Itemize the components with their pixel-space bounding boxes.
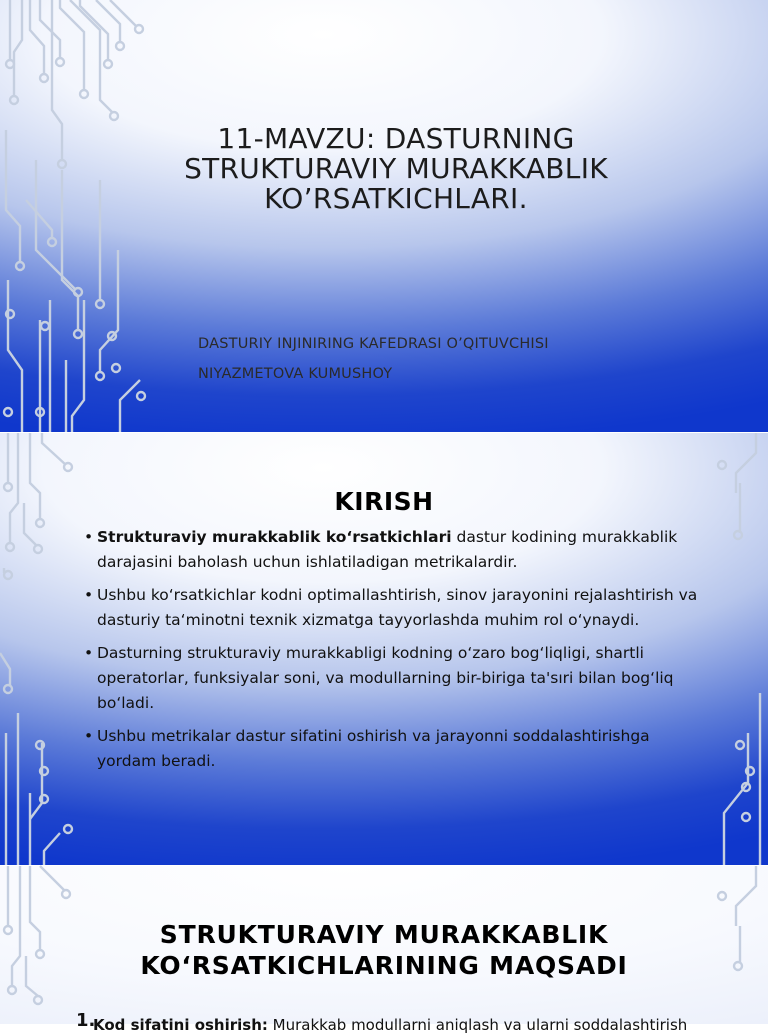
bullet-text: Dasturning strukturaviy murakkabligi kodning o‘zaro bog‘liqligi, shartli operatorlar, funksiyalar soni, va modullarning bir-biriga ta'sıri bilan bog‘liq bo‘ladi.: [97, 644, 674, 712]
list-item: [84, 641, 704, 716]
list-item: [93, 1016, 693, 1034]
title-slide: [0, 0, 768, 432]
title-line: 11-MAVZU: DASTURNING: [217, 122, 575, 155]
list-number: 1.: [76, 1010, 96, 1031]
bullet-text: dastur kodining murakkablik darajasini baholash uchun ishlatiladigan metrikalardir.: [97, 528, 678, 571]
bullet-bold-text: Strukturaviy murakkablik ko‘rsatkichlari: [97, 528, 452, 546]
title-line: KO‘RSATKICHLARINING MAQSADI: [140, 951, 628, 980]
title-line: KO’RSATKICHLARI.: [264, 182, 528, 215]
item-bold-text: Kod sifatini oshirish:: [93, 1016, 268, 1034]
slide-title: [60, 919, 708, 981]
subtitle-department: DASTURIY INJINIRING KAFEDRASI O’QITUVCHISI: [198, 336, 549, 352]
intro-slide: [0, 433, 768, 865]
title-line: STRUKTURAVIY MURAKKABLIK: [184, 152, 608, 185]
subtitle-author: NIYAZMETOVA KUMUSHOY: [198, 366, 393, 382]
presentation-title: [150, 124, 642, 214]
bullet-text: Ushbu ko‘rsatkichlar kodni optimallashtirish, sinov jarayonini rejalashtirish va dasturiy ta‘minotni texnik xizmatga tayyorlashda muhim rol o‘ynaydi.: [97, 586, 698, 629]
list-item: [84, 724, 704, 774]
list-item: [84, 583, 704, 633]
title-line: STRUKTURAVIY MURAKKABLIK: [159, 920, 609, 949]
list-item: [84, 525, 704, 575]
item-text: Murakkab modullarni aniqlash va ularni soddalashtirish: [267, 1016, 688, 1034]
purpose-slide: [0, 866, 768, 1034]
bullet-text: Ushbu metrikalar dastur sifatini oshirish va jarayonni soddalashtirishga yordam beradi.: [97, 727, 650, 770]
slide-title: KIRISH: [334, 487, 434, 516]
circuit-decoration: [0, 0, 160, 432]
bullet-list: [84, 525, 704, 782]
